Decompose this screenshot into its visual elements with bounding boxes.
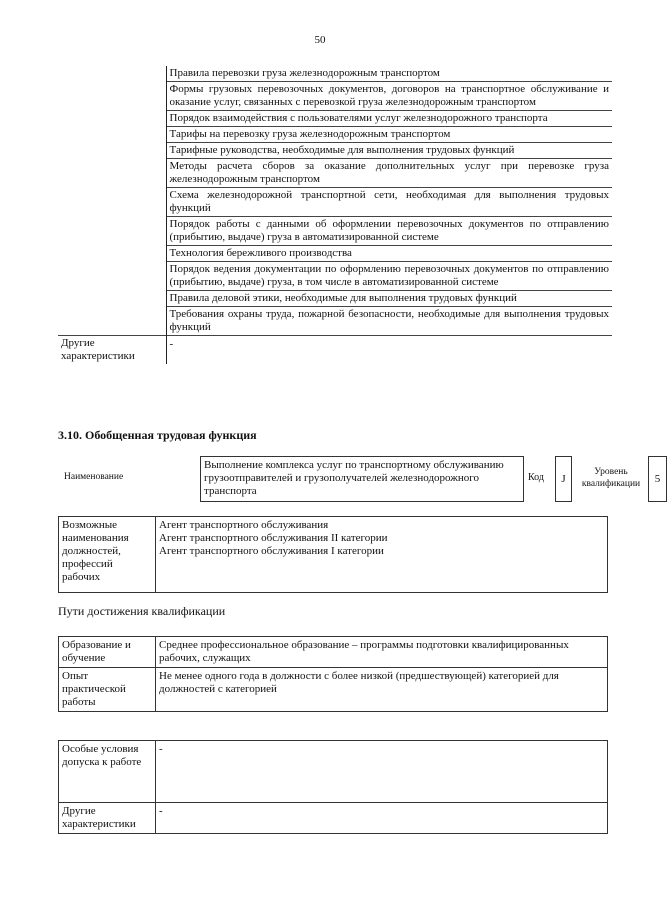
paths-heading: Пути достижения квалификации: [58, 604, 226, 618]
level-label: Уровень квалификации: [581, 467, 641, 489]
knowledge-row: Формы грузовых перевозочных документов, договоров на транспортное обслуживание и оказание услуг, связанных с перевозкой груза железнодорожным транспортом: [166, 82, 612, 111]
level-value: 5: [648, 456, 667, 502]
special-conditions-label: Особые условия допуска к работе: [59, 741, 156, 803]
other-characteristics-label: Другие характеристики: [59, 803, 156, 834]
knowledge-row: Методы расчета сборов за оказание дополнительных услуг при перевозке груза железнодорожным транспортом: [166, 159, 612, 188]
qualification-table: [58, 636, 608, 712]
page-number: 50: [314, 34, 326, 46]
experience-value: Не менее одного года в должности с более низкой (предшествующей) категорией для должностей с категорией: [156, 668, 608, 712]
name-label: Наименование: [64, 472, 124, 482]
function-name-block: [58, 456, 661, 502]
other-characteristics-value: -: [156, 803, 608, 834]
other-characteristics-label: Другие характеристики: [58, 336, 166, 365]
section-heading: 3.10. Обобщенная трудовая функция: [58, 428, 257, 442]
knowledge-row: Тарифные руководства, необходимые для выполнения трудовых функций: [166, 143, 612, 159]
positions-values: [156, 517, 608, 593]
conditions-table: [58, 740, 608, 834]
position-item: Агент транспортного обслуживания II категории: [159, 532, 388, 544]
education-value: Среднее профессиональное образование – программы подготовки квалифицированных рабочих, служащих: [156, 637, 608, 668]
name-value: Выполнение комплекса услуг по транспортному обслуживанию грузоотправителей и грузополучателей железнодорожного транспорта: [200, 456, 524, 502]
position-item: Агент транспортного обслуживания I категории: [159, 545, 384, 557]
knowledge-row: Схема железнодорожной транспортной сети, необходимая для выполнения трудовых функций: [166, 188, 612, 217]
knowledge-table: [58, 66, 612, 364]
experience-label: Опыт практической работы: [59, 668, 156, 712]
other-characteristics-value: -: [169, 338, 174, 350]
knowledge-row: Порядок ведения документации по оформлению перевозочных документов по отправлению (прибытию, выдаче) груза, в том числе в автоматизированной системе: [166, 262, 612, 291]
knowledge-row: Правила деловой этики, необходимые для выполнения трудовых функций: [166, 291, 612, 307]
positions-label: Возможные наименования должностей, профессий рабочих: [59, 517, 156, 593]
knowledge-row: Порядок взаимодействия с пользователями услуг железнодорожного транспорта: [166, 111, 612, 127]
knowledge-row: Порядок работы с данными об оформлении перевозочных документов по отправлению (прибытию, выдаче) груза в автоматизированной системе: [166, 217, 612, 246]
knowledge-row: Тарифы на перевозку груза железнодорожным транспортом: [166, 127, 612, 143]
education-label: Образование и обучение: [59, 637, 156, 668]
code-value: J: [555, 456, 572, 502]
positions-table: [58, 516, 608, 593]
knowledge-row: Требования охраны труда, пожарной безопасности, необходимые для выполнения трудовых функций: [166, 307, 612, 336]
knowledge-row: Технология бережливого производства: [166, 246, 612, 262]
knowledge-label-cell: [58, 66, 166, 336]
position-item: Агент транспортного обслуживания: [159, 519, 329, 531]
code-label: Код: [528, 472, 544, 483]
knowledge-row: Правила перевозки груза железнодорожным транспортом: [166, 66, 612, 82]
special-conditions-value: -: [156, 741, 608, 803]
